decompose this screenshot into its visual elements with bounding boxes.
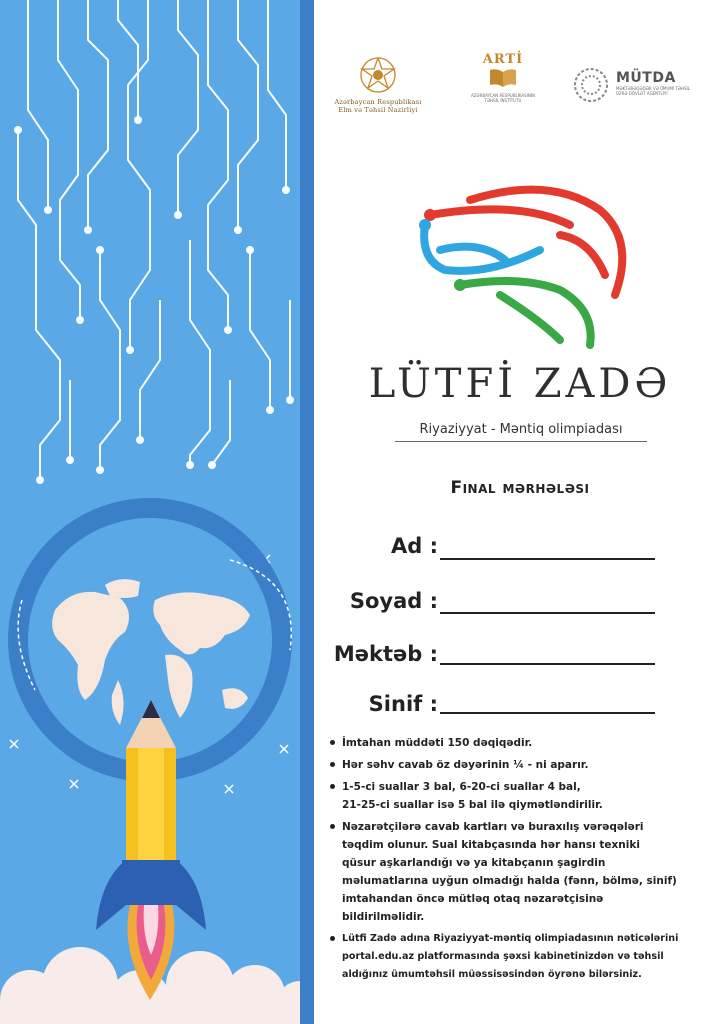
rule-line: Hər səhv cavab öz dəyərinin ¼ - ni aparır. — [342, 759, 589, 771]
school-input-line[interactable] — [440, 663, 655, 665]
rule-item — [330, 818, 715, 926]
arti-name: ARTİ — [482, 52, 524, 67]
mutda-name: MÜTDA — [616, 70, 676, 86]
brand-title: LÜTFİ ZADƏ — [368, 361, 672, 407]
ministry-caption-1: Azərbaycan Respublikası — [334, 98, 422, 106]
circuit-lines-icon — [15, 0, 293, 483]
name-label: Ad : — [391, 534, 438, 558]
exam-rules-list — [330, 734, 715, 988]
stage-title: Final mərhələsi — [450, 478, 590, 498]
leaf-logo-icon — [400, 180, 650, 360]
rule-line: İmtahan müddəti 150 dəqiqədir. — [342, 737, 533, 749]
class-input-line[interactable] — [440, 712, 655, 714]
rule-line: 1-5-ci suallar 3 bal, 6-20-ci suallar 4 bal, — [342, 781, 581, 793]
rule-item — [330, 734, 715, 752]
surname-field-row — [300, 587, 438, 617]
rule-line: bildirilməlidir. — [342, 911, 425, 923]
rule-line: təqdim olunur. Sual kitabçasında hər hansı texniki — [342, 839, 640, 851]
surname-input-line[interactable] — [440, 612, 655, 614]
school-field-row — [300, 640, 438, 670]
rule-line: 21-25-ci suallar isə 5 bal ilə qiymətləndirilir. — [342, 799, 603, 811]
rule-item — [330, 930, 715, 984]
brand-subtitle: Riyaziyyat - Məntiq olimpiadası — [419, 422, 623, 437]
open-book-icon — [488, 67, 518, 89]
bullet-icon — [330, 824, 335, 829]
rule-line: qüsur aşkarlandığı və ya kitabçanın şagirdin — [342, 857, 606, 869]
bullet-icon — [330, 784, 335, 789]
arti-logo — [458, 52, 548, 103]
bullet-icon — [330, 936, 335, 941]
partner-logos — [318, 50, 718, 140]
ministry-logo — [318, 50, 438, 114]
arti-caption-1: AZƏRBAYCAN RESPUBLİKASININ — [470, 93, 536, 98]
rule-line: portal.edu.az platformasında şəxsi kabinetinizdən və təhsil — [342, 951, 664, 962]
mutda-emblem-icon — [570, 64, 612, 106]
ministry-emblem-icon — [357, 54, 399, 96]
brand-underline — [395, 441, 647, 442]
mutda-caption-2: ÜZRƏ DÖVLƏT AGENTLİYİ — [616, 91, 668, 96]
rule-item — [330, 778, 715, 814]
bullet-icon — [330, 762, 335, 767]
blue-stripe — [300, 0, 314, 1024]
school-label: Məktəb : — [333, 642, 438, 666]
surname-label: Soyad : — [349, 589, 438, 613]
name-field-row — [330, 532, 438, 562]
rule-line: məlumatlarına uyğun olmadığı halda (fənn, bölmə, sinif) — [342, 875, 677, 887]
rule-line: imtahandan öncə mütləq otaq nəzarətçisinə — [342, 893, 604, 905]
rule-line: aldığınız ümumtəhsil müəssisəsindən öyrənə bilərsiniz. — [342, 969, 642, 980]
ministry-caption-2: Elm və Təhsil Nazirliyi — [338, 106, 418, 114]
name-input-line[interactable] — [440, 558, 655, 560]
decorative-left-panel — [0, 0, 306, 1024]
arti-caption-2: TƏHSİL İNSTİTUTU — [484, 98, 522, 103]
rule-line: Nəzarətçilərə cavab kartları və buraxılış vərəqələri — [342, 821, 644, 833]
mutda-caption-1: MƏKTƏBƏQƏDƏR VƏ ÜMUMİ TƏHSİL — [616, 86, 690, 91]
rule-line: Lütfi Zadə adına Riyaziyyat-məntiq olimpiadasının nəticələrini — [342, 933, 679, 944]
class-label: Sinif : — [368, 692, 438, 716]
bullet-icon — [330, 740, 335, 745]
class-field-row — [330, 690, 438, 720]
rule-item — [330, 756, 715, 774]
illustration — [0, 0, 306, 1024]
